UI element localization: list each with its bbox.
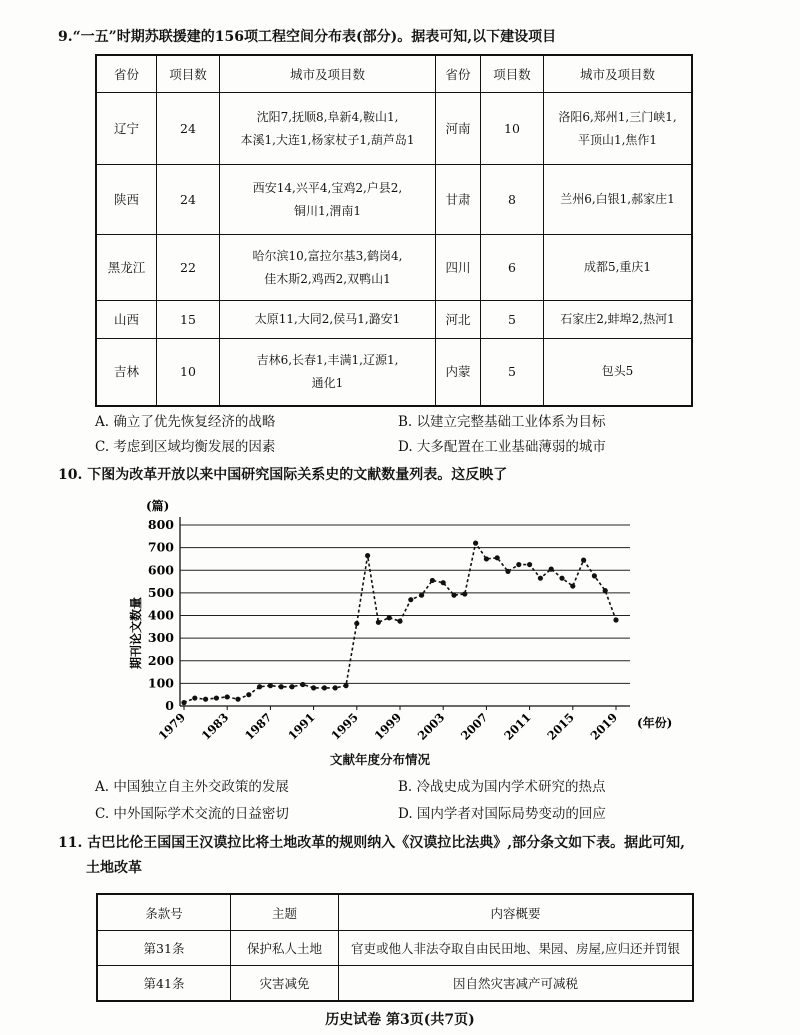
data-point	[387, 615, 392, 620]
count-cell: 10	[157, 339, 220, 406]
content-cell: 因自然灾害减产可减税	[339, 966, 694, 1002]
q11-stem-cont: 土地改革	[86, 860, 142, 876]
data-point	[419, 593, 424, 598]
data-point	[257, 684, 262, 689]
cities-cell	[220, 235, 436, 301]
data-point	[397, 619, 402, 624]
data-point	[343, 683, 348, 688]
cities-cell: 包头5	[544, 339, 693, 406]
data-point	[516, 562, 521, 567]
cities-cell	[220, 165, 436, 235]
table-row	[97, 931, 693, 966]
x-tick-label: 2011	[501, 710, 534, 743]
x-tick-label: 2019	[587, 710, 621, 743]
data-point	[203, 697, 208, 702]
data-point	[549, 567, 554, 572]
province-cell: 吉林	[96, 339, 157, 406]
data-point	[311, 685, 316, 690]
data-point	[505, 569, 510, 574]
q9-option-d[interactable]: D. 大多配置在工业基础薄弱的城市	[398, 439, 606, 455]
data-point	[538, 576, 543, 581]
province-cell: 四川	[436, 235, 481, 301]
q10-line-chart	[129, 495, 692, 745]
y-tick-label: 500	[147, 584, 174, 600]
q9-table	[95, 54, 693, 407]
y-tick-label: 300	[147, 630, 174, 646]
y-tick-label: 400	[147, 607, 174, 623]
header-article: 条款号	[97, 894, 231, 931]
chart-points	[181, 541, 618, 706]
table-row	[96, 235, 692, 301]
x-tick-label: 1995	[328, 710, 361, 743]
x-tick-label: 2007	[457, 710, 491, 743]
q10-stem: 10. 下图为改革开放以来中国研究国际关系史的文献数量列表。这反映了	[58, 467, 508, 483]
data-point	[246, 692, 251, 697]
cities-cell: 成都5,重庆1	[544, 235, 693, 301]
chart-y-label: 期刊论文数量	[129, 596, 143, 670]
table-row	[96, 339, 692, 406]
chart-grid	[180, 517, 630, 706]
count-cell: 8	[481, 165, 544, 235]
article-cell: 第41条	[97, 966, 231, 1002]
x-tick-label: 2003	[414, 710, 448, 743]
article-cell: 第31条	[97, 931, 231, 966]
table-header-row	[96, 55, 692, 93]
data-point	[484, 556, 489, 561]
chart-title: 文献年度分布情况	[330, 752, 431, 767]
chart-x-unit: (年份)	[637, 716, 673, 730]
data-point	[214, 695, 219, 700]
data-point	[365, 553, 370, 558]
x-tick-label: 1987	[241, 710, 275, 743]
count-cell: 24	[157, 165, 220, 235]
y-tick-label: 600	[147, 562, 174, 578]
cities-cell	[544, 93, 693, 165]
x-tick-label: 1983	[198, 710, 232, 743]
content-cell: 官吏或他人非法夺取自由民田地、果园、房屋,应归还并罚银	[339, 931, 694, 966]
q9-option-b[interactable]: B. 以建立完整基础工业体系为目标	[398, 414, 606, 430]
topic-cell: 保护私人土地	[231, 931, 339, 966]
cities-line: 平顶山1,焦作1	[577, 132, 658, 147]
header-province-2: 省份	[436, 55, 481, 93]
y-tick-label: 800	[147, 517, 174, 532]
data-point	[225, 694, 230, 699]
header-topic: 主题	[231, 894, 339, 931]
data-point	[235, 697, 240, 702]
data-point	[430, 578, 435, 583]
table-row	[96, 301, 692, 339]
data-point	[322, 685, 327, 690]
data-point	[592, 573, 597, 578]
cities-cell	[220, 93, 436, 165]
province-cell: 陕西	[96, 165, 157, 235]
province-cell: 山西	[96, 301, 157, 339]
q11-table	[96, 893, 694, 1002]
table-header-row	[97, 894, 693, 931]
header-cities-2: 城市及项目数	[544, 55, 693, 93]
data-point	[376, 620, 381, 625]
cities-line: 哈尔滨10,富拉尔基3,鹤岗4,	[252, 248, 403, 263]
table-row	[96, 165, 692, 235]
data-point	[473, 541, 478, 546]
cities-cell: 太原11,大同2,侯马1,潞安1	[220, 301, 436, 339]
data-point	[451, 593, 456, 598]
province-cell: 甘肃	[436, 165, 481, 235]
data-point	[268, 683, 273, 688]
x-tick-label: 1999	[371, 710, 405, 743]
q10-option-d[interactable]: D. 国内学者对国际局势变动的回应	[398, 806, 606, 822]
data-point	[192, 695, 197, 700]
province-cell: 内蒙	[436, 339, 481, 406]
cities-line: 沈阳7,抚顺8,阜新4,鞍山1,	[256, 109, 399, 124]
cities-line: 铜川1,渭南1	[293, 203, 362, 218]
page-footer: 历史试卷 第3页(共7页)	[325, 1012, 475, 1028]
q9-stem: 9.“一五”时期苏联援建的156项工程空间分布表(部分)。据表可知,以下建设项目	[58, 29, 557, 45]
x-tick-label: 1979	[155, 710, 189, 743]
chart-x-ticks	[156, 706, 621, 743]
header-cities: 城市及项目数	[220, 55, 436, 93]
province-cell: 辽宁	[96, 93, 157, 165]
count-cell: 5	[481, 339, 544, 406]
table-row	[96, 93, 692, 165]
data-point	[603, 588, 608, 593]
q9-option-a[interactable]: A. 确立了优先恢复经济的战略	[95, 414, 276, 430]
cities-cell	[220, 339, 436, 406]
y-tick-label: 200	[147, 652, 174, 668]
cities-line: 洛阳6,郑州1,三门峡1,	[558, 109, 677, 124]
count-cell: 24	[157, 93, 220, 165]
data-point	[333, 685, 338, 690]
province-cell: 河北	[436, 301, 481, 339]
data-point	[279, 684, 284, 689]
y-tick-label: 0	[165, 698, 174, 713]
cities-line: 吉林6,长春1,丰满1,辽源1,	[256, 352, 399, 367]
table-row	[97, 966, 693, 1002]
header-content: 内容概要	[339, 894, 694, 931]
count-cell: 22	[157, 235, 220, 301]
count-cell: 15	[157, 301, 220, 339]
count-cell: 10	[481, 93, 544, 165]
count-cell: 5	[481, 301, 544, 339]
header-count: 项目数	[157, 55, 220, 93]
chart-y-unit: (篇)	[146, 499, 170, 513]
q10-option-b[interactable]: B. 冷战史成为国内学术研究的热点	[398, 779, 606, 795]
header-count-2: 项目数	[481, 55, 544, 93]
data-point	[354, 621, 359, 626]
x-tick-label: 1991	[285, 710, 318, 743]
x-tick-label: 2015	[544, 710, 577, 743]
data-point	[462, 591, 467, 596]
cities-line: 西安14,兴平4,宝鸡2,户县2,	[252, 180, 403, 195]
y-tick-label: 100	[147, 675, 174, 691]
data-point	[581, 557, 586, 562]
cities-cell: 兰州6,白银1,郝家庄1	[544, 165, 693, 235]
province-cell: 黑龙江	[96, 235, 157, 301]
cities-line: 本溪1,大连1,杨家杖子1,葫芦岛1	[240, 132, 415, 147]
data-point	[289, 684, 294, 689]
province-cell: 河南	[436, 93, 481, 165]
q9-option-c[interactable]: C. 考虑到区域均衡发展的因素	[95, 439, 276, 455]
q11-stem: 11. 古巴比伦王国国王汉谟拉比将土地改革的规则纳入《汉谟拉比法典》,部分条文如下表。据此可知,	[58, 835, 685, 851]
data-point	[181, 700, 186, 705]
cities-line: 佳木斯2,鸡西2,双鸭山1	[264, 271, 391, 286]
cities-cell: 石家庄2,蚌埠2,热河1	[544, 301, 693, 339]
data-point	[495, 555, 500, 560]
data-point	[613, 617, 618, 622]
cities-line: 通化1	[311, 375, 344, 390]
data-point	[408, 597, 413, 602]
header-province: 省份	[96, 55, 157, 93]
data-point	[441, 580, 446, 585]
y-tick-label: 700	[147, 539, 174, 555]
count-cell: 6	[481, 235, 544, 301]
data-point	[559, 576, 564, 581]
data-point	[300, 682, 305, 687]
q10-option-c[interactable]: C. 中外国际学术交流的日益密切	[95, 806, 289, 822]
topic-cell: 灾害减免	[231, 966, 339, 1002]
chart-y-ticks	[148, 517, 174, 713]
q10-option-a[interactable]: A. 中国独立自主外交政策的发展	[95, 779, 289, 795]
data-point	[527, 562, 532, 567]
data-point	[570, 583, 575, 588]
